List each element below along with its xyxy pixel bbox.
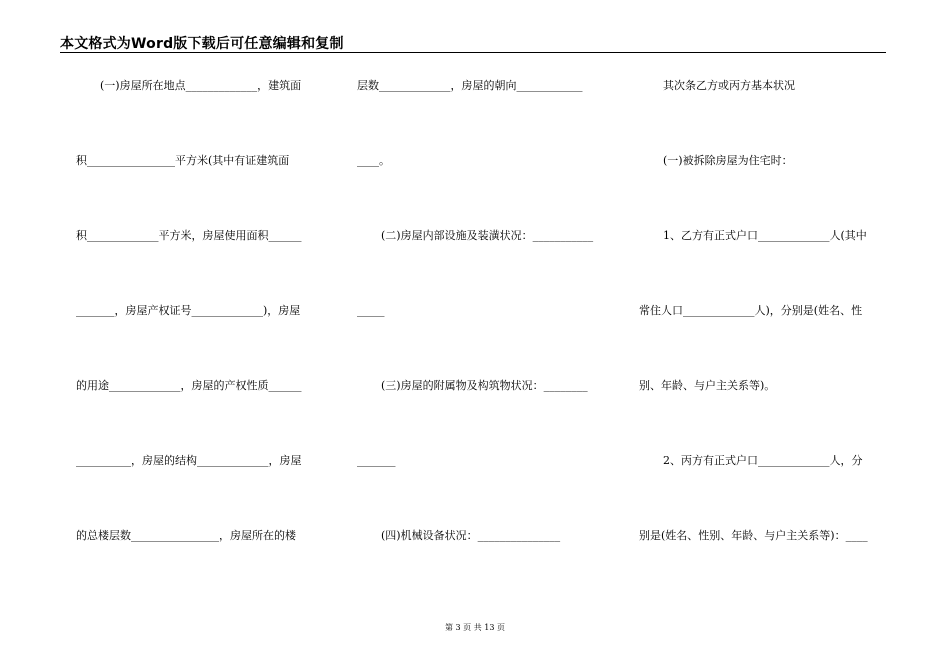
text-line: 其次条乙方或丙方基本状况 [663,79,795,92]
text-line: 1、乙方有正式户口_____________人(其中 [663,229,867,242]
text-line: 别是(姓名、性别、年龄、与户主关系等)：____ [639,529,868,542]
text-line: (三)房屋的附属物及构筑物状况：________ [381,379,588,392]
text-line: (一)被拆除房屋为住宅时： [663,154,793,167]
text-line: _______ [357,454,396,467]
header-divider [60,52,886,53]
text-line: 别、年龄、与户主关系等)。 [639,379,776,392]
text-line: 常住人口_____________人)，分别是(姓名、性 [639,304,863,317]
text-line: __________，房屋的结构_____________，房屋 [76,454,302,467]
page-number-footer: 第 3 页 共 13 页 [445,623,505,632]
text-line: (一)房屋所在地点_____________，建筑面 [100,79,302,92]
text-line: _______，房屋产权证号_____________)，房屋 [76,304,301,317]
text-line: 的总楼层数________________，房屋所在的楼 [76,529,296,542]
text-line: 2、丙方有正式户口_____________人，分 [663,454,863,467]
text-line: 层数_____________，房屋的朝向____________ [357,79,583,92]
text-line: 积________________平方米(其中有证建筑面 [76,154,290,167]
text-line: ____。 [357,154,390,167]
text-line: (二)房屋内部设施及装潢状况：___________ [381,229,594,242]
text-line: _____ [357,304,385,317]
text-line: 积_____________平方米，房屋使用面积______ [76,229,302,242]
document-header-title: 本文格式为Word版下载后可任意编辑和复制 [60,36,344,52]
text-line: (四)机械设备状况：_______________ [381,529,561,542]
text-line: 的用途_____________，房屋的产权性质______ [76,379,302,392]
